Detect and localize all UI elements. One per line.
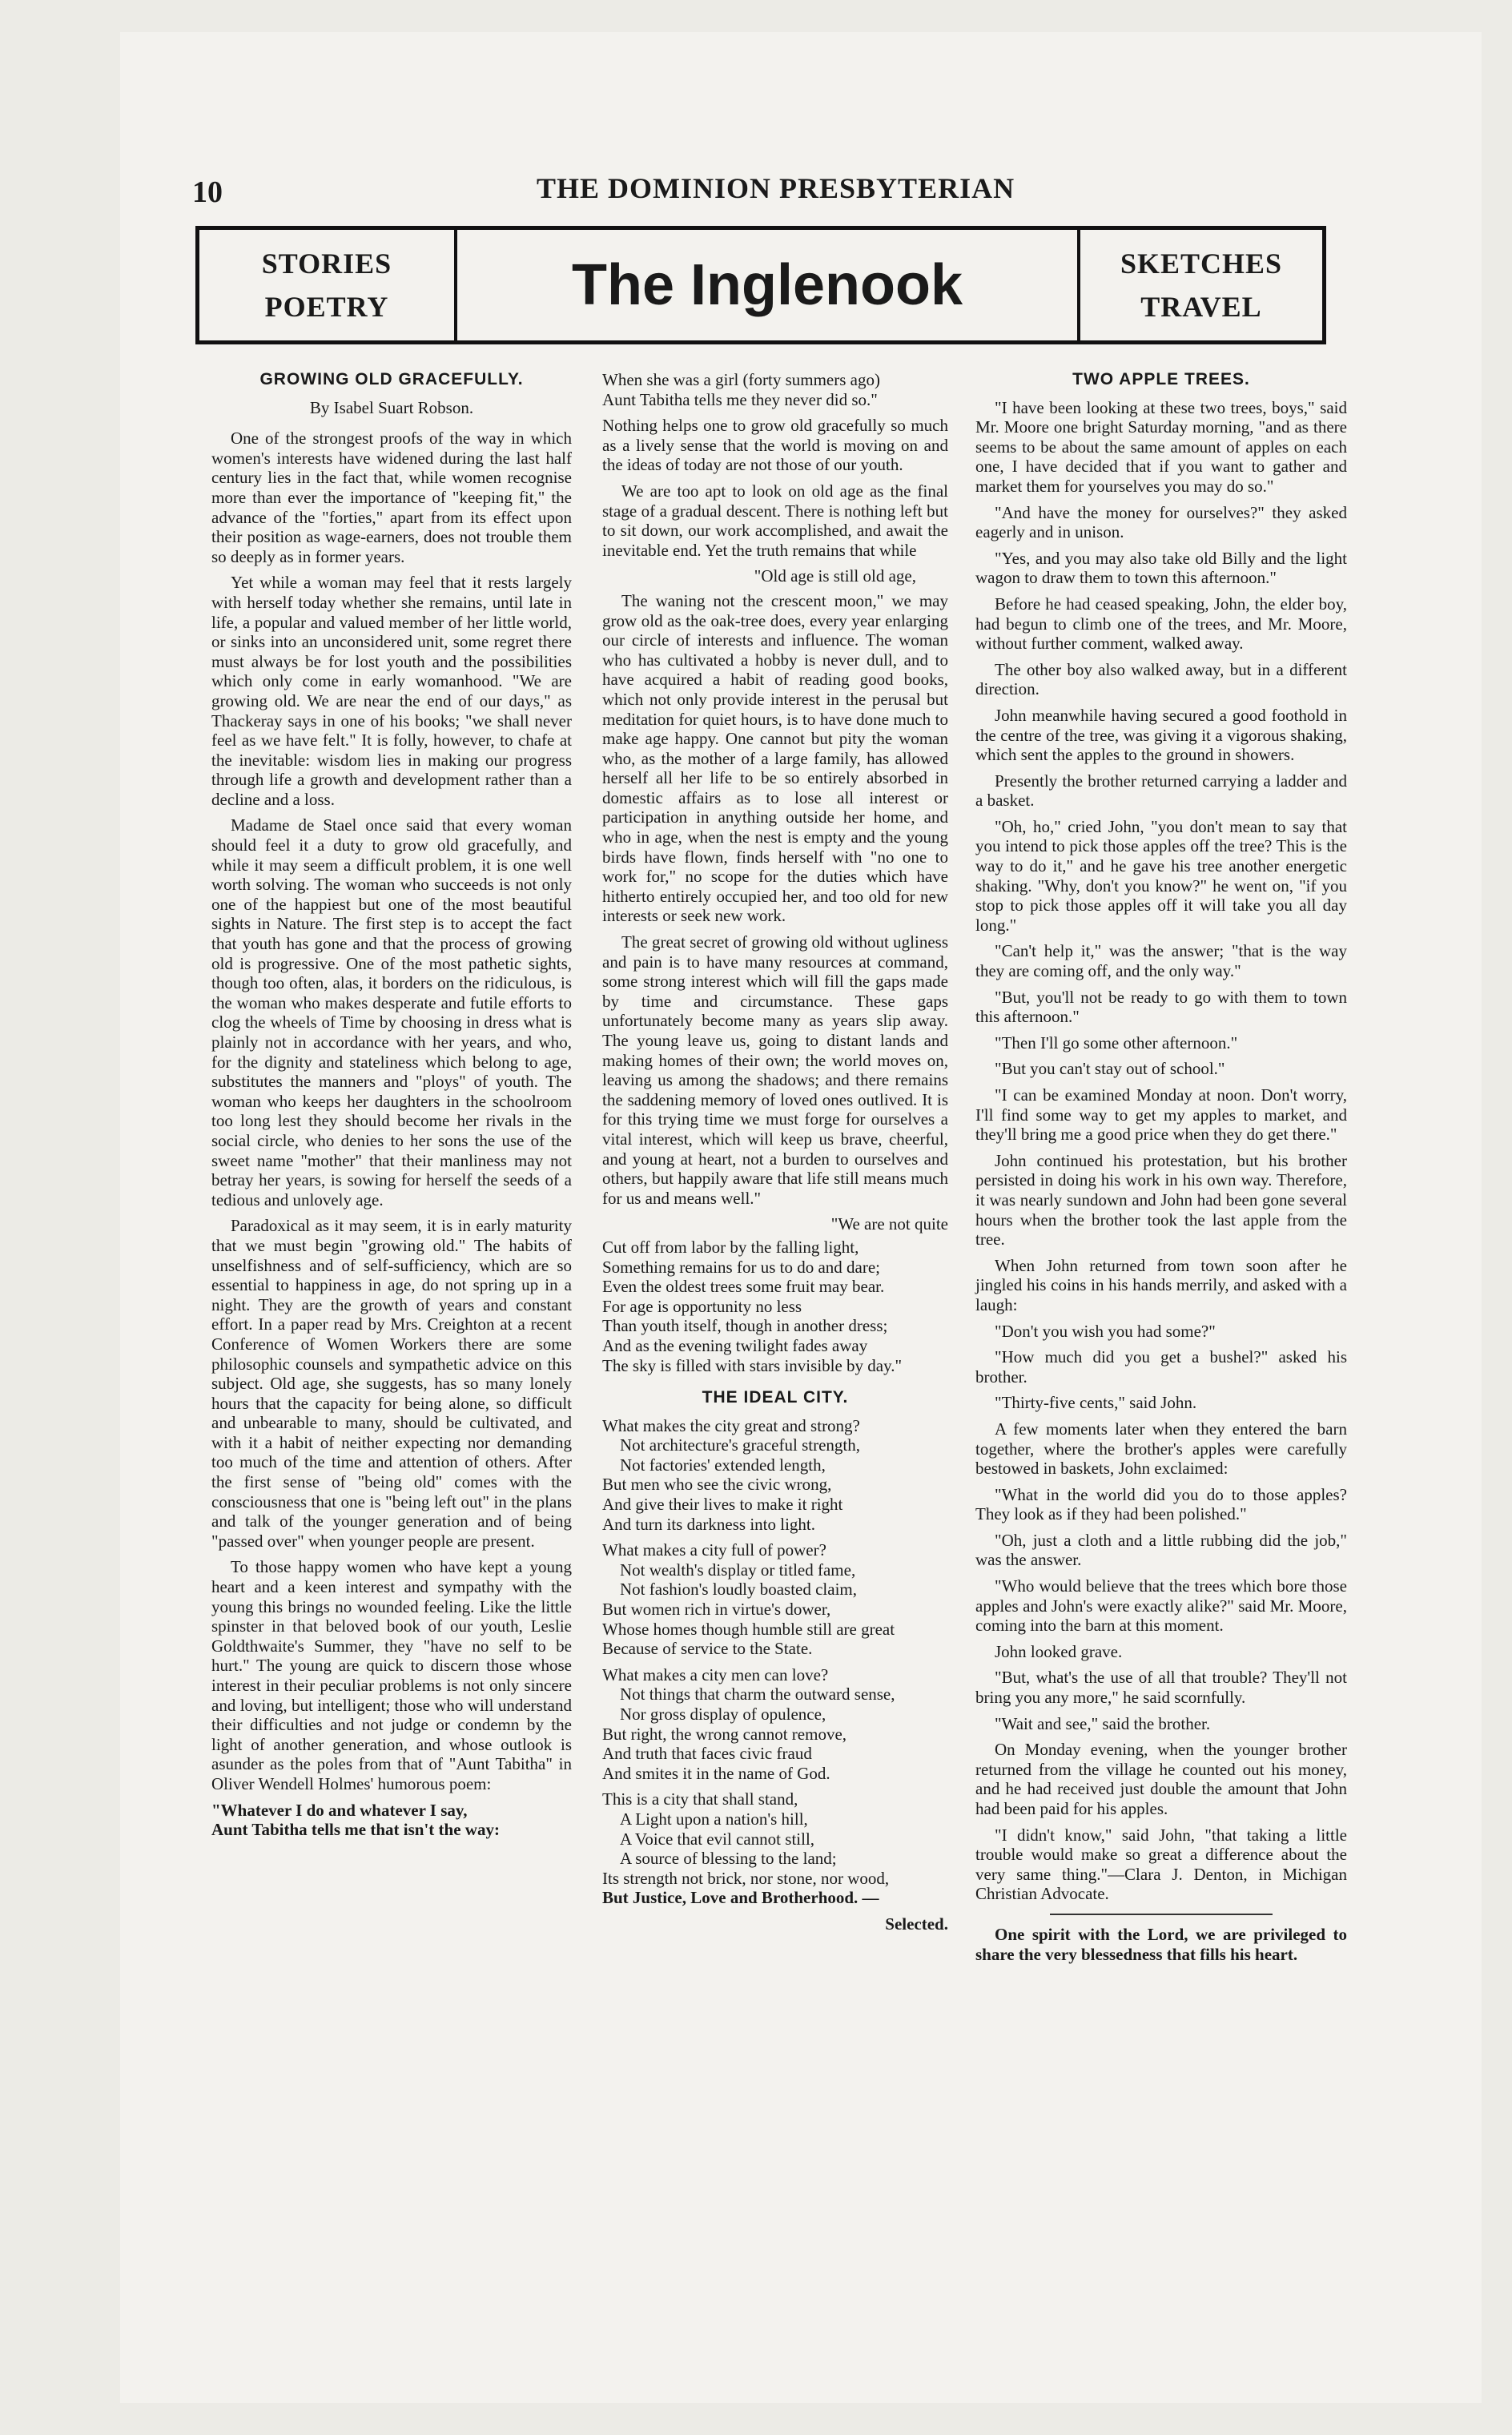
poem-line: The sky is filled with stars invisible by day." (602, 1355, 903, 1375)
poem-line: Not fashion's loudly boasted claim, (620, 1580, 857, 1600)
poem-line: "Whatever I do and whatever I say, (211, 1800, 468, 1820)
credit-line: Selected. (885, 1914, 948, 1934)
article-paragraph: When John returned from town soon after he jingled his coins in his hands merrily, and asked with a laugh: (975, 1255, 1347, 1314)
quote-line: "We are not quite (830, 1214, 948, 1234)
poem-line: But women rich in virtue's dower, (602, 1600, 831, 1620)
article-paragraph: A few moments later when they entered the barn together, where the brother's apples were carefully bestowed in baskets, John exclaimed: (975, 1419, 1347, 1479)
article-paragraph: "But, what's the use of all that trouble? They'll not bring you any more," he said scornfully. (975, 1668, 1347, 1708)
poem-line: When she was a girl (forty summers ago) (602, 370, 880, 389)
column-2 (602, 370, 948, 1934)
article-paragraph: Paradoxical as it may seem, it is in early maturity that we must begin "growing old." The habits of unselfishness and of self-sufficiency, which are so essential to happiness in age, do not spring up in a night. They are the growth of years and constant effort. In a paper read by Mrs. Creighton at a recent Conference of Women Workers there are some philosophic counsels and sympathetic advice on this subject. Old age, she suggests, has so many lonely hours that the capacity for being alone, so difficult and unbearable to many, should be cultivated, and with it a habit of neither expecting nor demanding too much of the time and attention of others. After the first sense of "being old" comes with the consciousness that one is "being left out" in the plans and talk of the younger generation and of being "passed over" when younger people are present. (211, 1216, 572, 1551)
article-paragraph: "Oh, just a cloth and a little rubbing did the job," was the answer. (975, 1530, 1347, 1570)
article-paragraph: Yet while a woman may feel that it rests largely with herself today whether she remains, until late in life, a popular and valued member of her little world, or sinks into an unconsidered unit, some regret there must always be for lost youth and the possibilities which only come in early womanhood. "We are growing old. We are near the end of our days," as Thackeray says in one of his books; "we shall never feel as we have felt." It is folly, however, to chafe at the inevitable: wisdom lies in making our progress through life a growth and development rather than a decline and a loss. (211, 573, 572, 809)
article-paragraph: "Then I'll go some other afternoon." (995, 1032, 1238, 1052)
article-paragraph: The other boy also walked away, but in a different direction. (975, 659, 1347, 699)
article-paragraph: "Wait and see," said the brother. (995, 1713, 1211, 1733)
article-title: THE IDEAL CITY. (702, 1388, 849, 1407)
article-paragraph: One of the strongest proofs of the way in which women's interests have widened during the last half century lies in the fact that, while women recognise more than ever the importance of "keeping fit," the advance of the "forties," apart from its effect upon their position as wage-earners, does not trouble them so deeply as in former years. (211, 429, 572, 566)
poem-line: But Justice, Love and Brotherhood. — (602, 1888, 879, 1908)
column-1 (211, 370, 572, 1846)
article-paragraph: "Thirty-five cents," said John. (995, 1393, 1197, 1413)
poem-stanza (602, 1540, 948, 1659)
poem-line: Something remains for us to do and dare; (602, 1257, 881, 1277)
poem-line: Than youth itself, though in another dress; (602, 1316, 888, 1336)
poem-line: And give their lives to make it right (602, 1495, 843, 1515)
article-paragraph: "Don't you wish you had some?" (995, 1321, 1216, 1341)
article-title: TWO APPLE TREES. (1072, 370, 1250, 388)
article-paragraph: "But you can't stay out of school." (995, 1059, 1225, 1079)
poem-line: Aunt Tabitha tells me they never did so." (602, 389, 878, 409)
poem-line: And as the evening twilight fades away (602, 1335, 868, 1355)
poem-stanza (602, 1416, 948, 1535)
poem-line: Cut off from labor by the falling light, (602, 1237, 859, 1257)
poem-line: A Light upon a nation's hill, (620, 1809, 808, 1829)
article-paragraph: "And have the money for ourselves?" they asked eagerly and in unison. (975, 502, 1347, 542)
poem-line: Aunt Tabitha tells me that isn't the way: (211, 1820, 500, 1840)
article-paragraph: Nothing helps one to grow old gracefully so much as a lively sense that the world is moving on and the ideas of today are not those of our youth. (602, 416, 948, 475)
article-paragraph: "I can be examined Monday at noon. Don't worry, I'll find some way to get my apples to market, and they'll bring me a good price when they do get there." (975, 1085, 1347, 1145)
article-paragraph: The waning not the crescent moon," we may grow old as the oak-tree does, every year enlarging our circle of interests and influence. The woman who has cultivated a hobby is never dull, and to have acquired a habit of reading good books, which not only provide interest in the perusal but meditation for quiet hours, is to have done much to make age happy. One cannot but pity the woman who, as the mother of a large family, has allowed herself all her life to be so entirely absorbed in domestic affairs as to lose all interest or participation in anything outside her home, and who in age, when the nest is empty and the young birds have flown, finds herself with "no one to work for," no scope for the duties which have hitherto entirely occupied her, and too old for new interests or seek new work. (602, 590, 948, 926)
column-3 (975, 370, 1347, 1970)
poem-line: For age is opportunity no less (602, 1296, 802, 1316)
masthead-right (1077, 230, 1322, 340)
poem-line: A source of blessing to the land; (620, 1849, 837, 1869)
masthead-right-line: SKETCHES (1120, 248, 1283, 280)
page-number: 10 (192, 175, 223, 209)
closing-poem (602, 1238, 948, 1375)
article-paragraph: John meanwhile having secured a good foothold in the centre of the tree, was giving it a vigorous shaking, which sent the apples to the ground in showers. (975, 705, 1347, 765)
poem-excerpt (602, 370, 948, 409)
masthead (195, 226, 1326, 344)
article-paragraph: Presently the brother returned carrying a ladder and a basket. (975, 771, 1347, 811)
poem-line: A Voice that evil cannot still, (620, 1829, 815, 1849)
masthead-left-line: STORIES (261, 248, 392, 280)
poem-line: Nor gross display of opulence, (620, 1704, 826, 1724)
poem-line: Not architecture's graceful strength, (620, 1435, 860, 1455)
poem-excerpt (211, 1801, 572, 1840)
article-paragraph: John continued his protestation, but his brother persisted in doing his work in his own way. Therefore, it was nearly sundown and John had been gone several hours when the brother took the last apple from the tree. (975, 1150, 1347, 1250)
poem-line: Not factories' extended length, (620, 1455, 826, 1475)
poem-line: This is a city that shall stand, (602, 1789, 798, 1809)
masthead-right-line: TRAVEL (1140, 291, 1262, 323)
poem-stanza (602, 1789, 948, 1908)
paper-title: THE DOMINION PRESBYTERIAN (537, 172, 1015, 204)
running-head (192, 171, 1329, 211)
masthead-left-line: POETRY (264, 291, 389, 323)
divider (1050, 1914, 1273, 1915)
poem-line: Not wealth's display or titled fame, (620, 1560, 856, 1580)
article-paragraph: John looked grave. (995, 1641, 1123, 1661)
poem-line: And truth that faces civic fraud (602, 1744, 812, 1764)
poem-line: What makes a city full of power? (602, 1540, 826, 1560)
poem-line: Whose homes though humble still are great (602, 1619, 895, 1639)
poem-line: What makes the city great and strong? (602, 1415, 860, 1435)
article-paragraph: Before he had ceased speaking, John, the elder boy, had begun to climb one of the trees, and Mr. Moore, without further comment, walked away. (975, 594, 1347, 654)
article-paragraph: Madame de Stael once said that every woman should feel it a duty to grow old gracefully, and while it may seem a difficult problem, it is one well worth solving. The woman who succeeds is not only one of the happiest but one of the most beautiful sights in Nature. The first step is to accept the fact that youth has gone and that the process of growing old is progressive. One of the most pathetic sights, though too often, alas, it borders on the ridiculous, is the woman who makes desperate and futile efforts to clog the wheels of Time by choosing in dress what is plainly not in accordance with her years, and who, for the dignity and stateliness which belong to age, substitutes the manners and "ploys" of youth. The woman who keeps her daughters in the schoolroom too long lest they should become her rivals in the social circle, who denies to her sons the use of the sweet name "mother" that their manliness may not betray her years, is sowing for herself the seeds of a tedious and unlovely age. (211, 815, 572, 1209)
closing-note: One spirit with the Lord, we are privileged to share the very blessedness that fills his heart. (975, 1924, 1347, 1964)
poem-line: But men who see the civic wrong, (602, 1475, 832, 1495)
article-paragraph: The great secret of growing old without ugliness and pain is to have many resources at command, some strong interest which will fill the gaps made by time and circumstance. These gaps unfortunately become many as years slip away. The young leave us, going to distant lands and making homes of their own; the world moves on, leaving us among the shadows; and there remains the saddening memory of loved ones outlived. It is for this trying time we must forge for ourselves a vital interest, which will keep us brave, cheerful, and young at heart, not a burden to ourselves and others, but happily aware that life still means much for us and means well." (602, 932, 948, 1208)
article-paragraph: "Yes, and you may also take old Billy and the light wagon to draw them to town this afternoon." (975, 548, 1347, 588)
section-title: The Inglenook (571, 253, 963, 317)
article-paragraph: "But, you'll not be ready to go with them to town this afternoon." (975, 987, 1347, 1027)
poem-line: What makes a city men can love? (602, 1664, 829, 1684)
article-paragraph: "Who would believe that the trees which bore those apples and John's were exactly alike?" said Mr. Moore, coming into the barn at this moment. (975, 1576, 1347, 1636)
poem-line: Even the oldest trees some fruit may bear. (602, 1277, 885, 1297)
article-paragraph: To those happy women who have kept a young heart and a keen interest and sympathy with the young this brings no wounded feeling. Like the little spinster in that beloved book of our youth, Leslie Goldthwaite's Summer, they "have no self to be hurt." The young are quick to discern those whose interest in their peculiar problems is not only sincere and loving, but intelligent; those who will understand their difficulties and not judge or condemn by the light of another generation, and whose outlook is asunder as the poles from that of "Aunt Tabitha" in Oliver Wendell Holmes' humorous poem: (211, 1557, 572, 1793)
article-paragraph: We are too apt to look on old age as the final stage of a gradual descent. There is nothing left but to sit down, our work accomplished, and await the inevitable end. Yet the truth remains that while (602, 481, 948, 560)
article-paragraph: "Oh, ho," cried John, "you don't mean to say that you intend to pick those apples off the tree? This is the way to do it," and he gave his tree another energetic shaking. "Why, don't you know?" he went on, "if you stop to pick those apples off it will take you all day long." (975, 816, 1347, 935)
poem-stanza (602, 1665, 948, 1784)
article-paragraph: "How much did you get a bushel?" asked his brother. (975, 1347, 1347, 1387)
quote-line: "Old age is still old age, (754, 566, 916, 586)
article-title: GROWING OLD GRACEFULLY. (259, 370, 524, 388)
poem-line: Its strength not brick, nor stone, nor wood, (602, 1868, 890, 1888)
article-paragraph: "I have been looking at these two trees, boys," said Mr. Moore one bright Saturday morning, "and as there seems to be about the same amount of apples on each one, I have decided that if you want to gather and market them for yourselves you may do so." (975, 397, 1347, 496)
article-paragraph: On Monday evening, when the younger brother returned from the village he counted out his money, and he had received just double the amount that John had been paid for his apples. (975, 1740, 1347, 1818)
poem-line: Not things that charm the outward sense, (620, 1684, 895, 1704)
poem-line: Because of service to the State. (602, 1639, 813, 1659)
article-paragraph: "What in the world did you do to those apples? They look as if they had been polished." (975, 1484, 1347, 1524)
poem-line: And turn its darkness into light. (602, 1514, 815, 1534)
masthead-left (199, 230, 457, 340)
article-byline: By Isabel Suart Robson. (309, 397, 474, 417)
article-paragraph: "Can't help it," was the answer; "that is the way they are coming off, and the only way." (975, 941, 1347, 981)
poem-line: And smites it in the name of God. (602, 1763, 830, 1783)
article-paragraph: "I didn't know," said John, "that taking a little trouble would make so great a difference about the very same thing."—Clara J. Denton, in Michigan Christian Advocate. (975, 1825, 1347, 1904)
poem-line: But right, the wrong cannot remove, (602, 1724, 847, 1744)
